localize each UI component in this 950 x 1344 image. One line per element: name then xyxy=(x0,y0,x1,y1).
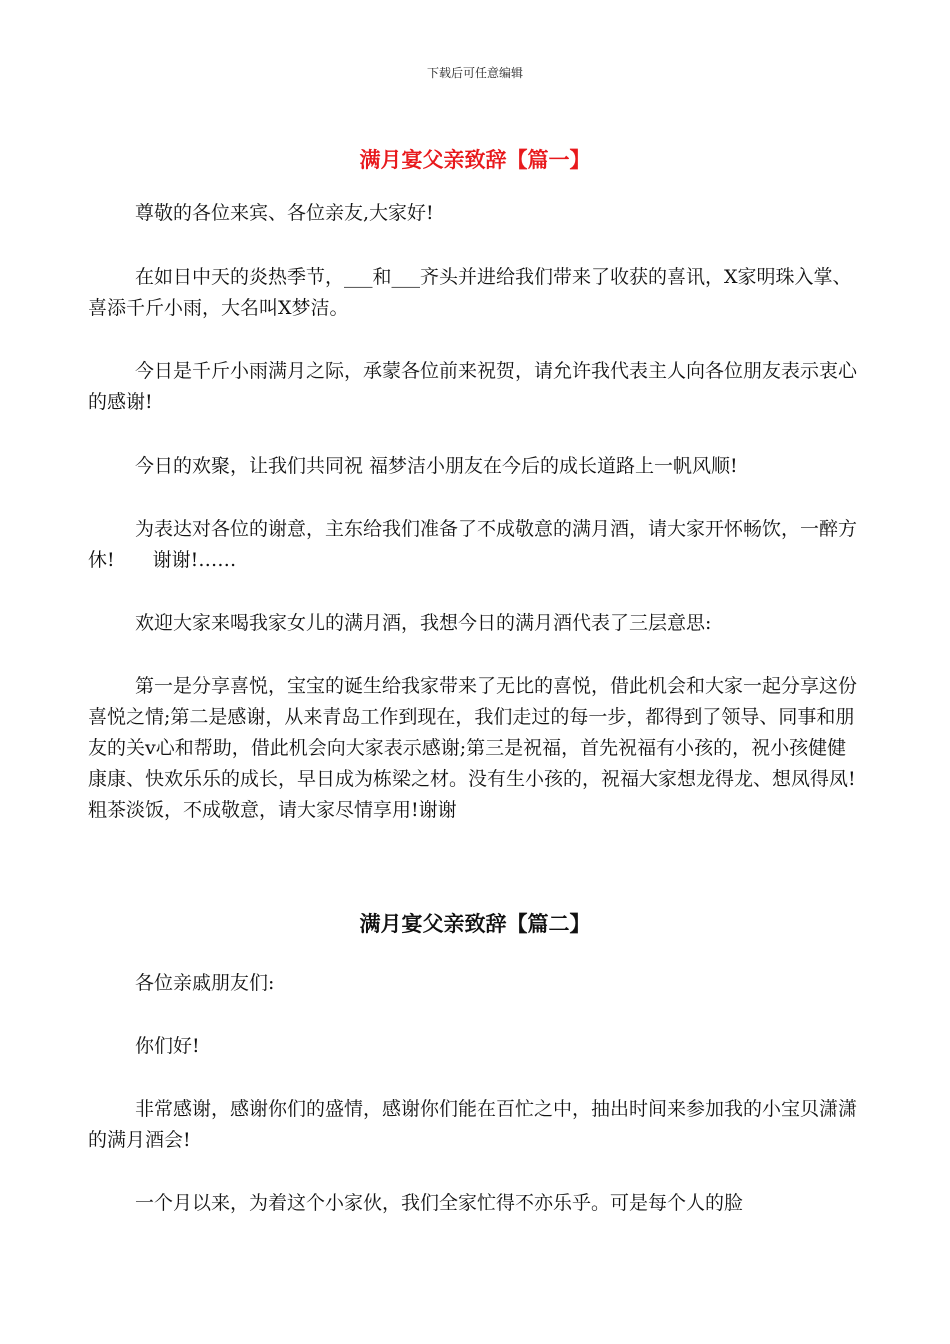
s1-paragraph-three-meanings: 第一是分享喜悦，宝宝的诞生给我家带来了无比的喜悦，借此机会和大家一起分享这份喜悦之情;第二是感谢，从来青岛工作到现在，我们走过的每一步，都得到了领导、同事和朋友的关ⅴ心和帮助，借此机会向大家表示感谢;第三是祝福，首先祝福有小孩的，祝小孩健健康康、快欢乐乐的成长，早日成为栋梁之材。没有生小孩的，祝福大家想龙得龙、想凤得凤!粗茶淡饭，不成敬意，请大家尽情享用!谢谢 xyxy=(88,675,858,821)
s1-paragraph-news: 在如日中天的炎热季节，___和___齐头并进给我们带来了收获的喜讯，X家明珠入掌、喜添千斤小雨，大名叫X梦洁。 xyxy=(88,266,852,319)
section-2-title: 满月宴父亲致辞【篇二】 xyxy=(359,911,591,936)
page-header-note: 下载后可任意编辑 xyxy=(426,66,523,80)
section-1-title: 满月宴父亲致辞【篇一】 xyxy=(359,147,591,172)
s1-paragraph-greeting: 尊敬的各位来宾、各位亲友,大家好! xyxy=(135,202,434,224)
s1-paragraph-wish: 今日的欢聚，让我们共同祝 福梦洁小朋友在今后的成长道路上一帆风顺! xyxy=(135,455,738,477)
s2-paragraph-thanks: 非常感谢，感谢你们的盛情，感谢你们能在百忙之中，抽出时间来参加我的小宝贝潇潇的满月酒会! xyxy=(88,1098,858,1151)
s2-paragraph-address: 各位亲戚朋友们: xyxy=(135,972,275,994)
s2-paragraph-month: 一个月以来，为着这个小家伙，我们全家忙得不亦乐乎。可是每个人的脸 xyxy=(135,1192,744,1214)
s1-paragraph-thanks: 今日是千斤小雨满月之际，承蒙各位前来祝贺，请允许我代表主人向各位朋友表示衷心的感谢! xyxy=(88,360,858,413)
s2-paragraph-hello: 你们好! xyxy=(135,1035,200,1057)
s1-paragraph-toast: 为表达对各位的谢意，主东给我们准备了不成敬意的满月酒，请大家开怀畅饮，一醉方休! 谢谢!…… xyxy=(88,518,858,571)
s1-paragraph-welcome: 欢迎大家来喝我家女儿的满月酒，我想今日的满月酒代表了三层意思: xyxy=(135,612,712,634)
